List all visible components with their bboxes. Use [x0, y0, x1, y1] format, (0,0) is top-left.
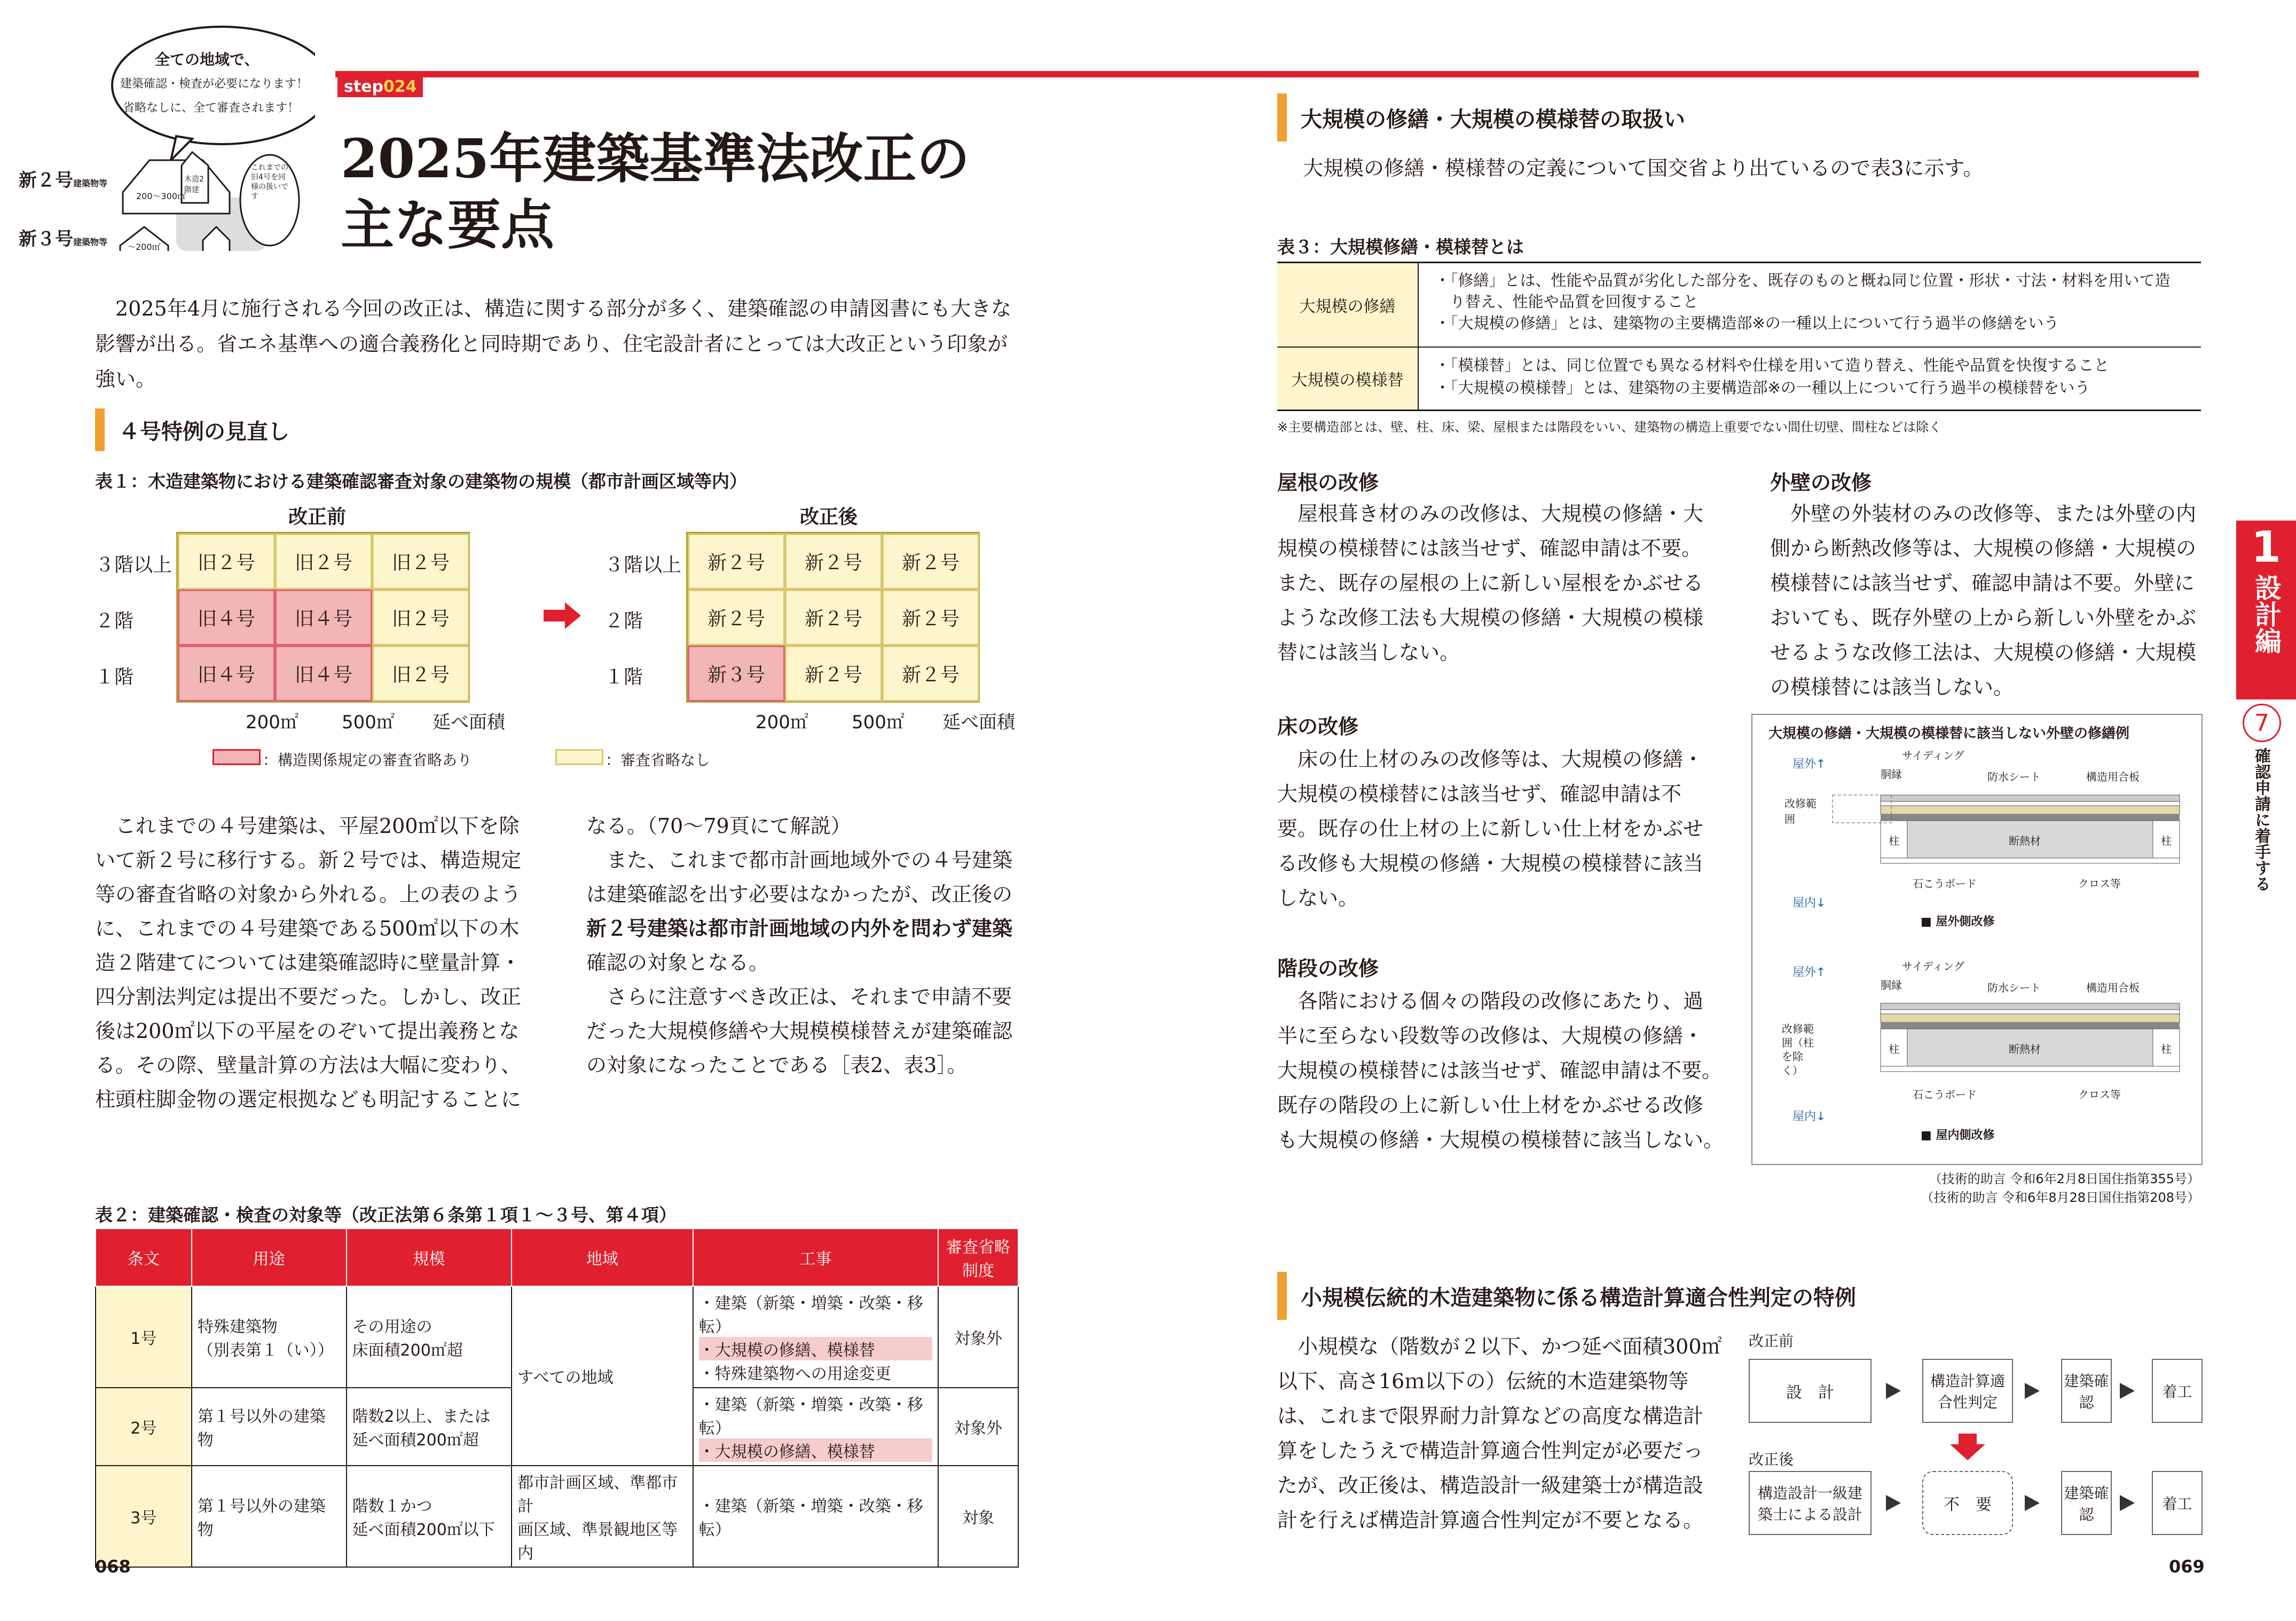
td-jo: 1号 — [96, 1286, 192, 1388]
yoto-line: 特殊建築物 — [197, 1318, 278, 1336]
cloth-label: クロス等 — [2078, 877, 2121, 890]
table3-row — [1277, 263, 2201, 348]
table3-content — [1419, 348, 2125, 410]
cell: 新２号 — [882, 589, 979, 646]
sec3-line: 計を行えば構造計算適合性判定が不要となる。 — [1277, 1508, 1704, 1532]
outside-label-2: 屋外↑ — [1792, 966, 1826, 979]
sec3-line: 算をしたうえで構造計算適合性判定が必要だっ — [1277, 1439, 1704, 1462]
ref-line: （技術的助言 令和6年2月8日国住指第355号） — [1929, 1171, 2200, 1186]
inside-label: 屋内↓ — [1792, 896, 1826, 910]
col1-line: 四分割法判定は提出不要だった。しかし、改正 — [95, 985, 522, 1009]
cell: 旧４号 — [178, 646, 275, 702]
table3-caption: 表３：大規模修繕・模様替とは — [1277, 237, 1524, 257]
col2-line: なる。（70〜79頁にて解説） — [586, 814, 851, 838]
section-heading-4go — [95, 408, 289, 451]
kibo-line: 階数１かつ — [352, 1497, 433, 1516]
siding-label-2: サイディング — [1902, 960, 1964, 973]
flow-arrows — [1746, 1329, 2205, 1543]
intro-line: 2025年4月に施行される今回の改正は、構造に関する部分が多く、建築確認の申請図書にも大きな — [115, 297, 1012, 320]
wall-line: せるような改修工法は、大規模の修繕・大規模 — [1770, 641, 2197, 664]
sekko-label-2: 石こうボード — [1913, 1088, 1977, 1101]
col2-line: だった大規模修繕や大規模模様替えが建築確認 — [586, 1019, 1013, 1043]
hashira-label-2: 柱 — [1889, 1043, 1899, 1056]
kibo-line: 階数2以上、または — [352, 1407, 491, 1426]
chiiki-line: 画区域、準景観地区等内 — [517, 1521, 678, 1563]
cartoon-line3: 省略なしに、全て審査されます！ — [123, 101, 300, 115]
chapter-circle: 7 — [2243, 704, 2281, 742]
new2-sub: 建築物等 — [73, 178, 108, 188]
wall-line: 側から断熱改修等は、大規模の修繕・大規模の — [1770, 537, 2197, 560]
cartoon-line1: 全ての地域で、 — [155, 51, 260, 68]
legend-pink-swatch — [213, 749, 261, 765]
cell: 旧２号 — [372, 646, 469, 702]
yoto-line: 第１号以外の建築物 — [197, 1497, 326, 1539]
section-heading-dentou — [1277, 1272, 1856, 1320]
dannetsu-label-2: 断熱材 — [2009, 1043, 2041, 1056]
flow-box: 着工 — [2152, 1471, 2203, 1535]
td-seido: 対象 — [938, 1466, 1018, 1567]
section-heading-daikibo — [1277, 93, 1685, 141]
stair-line: 既存の階段の上に新しい仕上材をかぶせる改修 — [1277, 1093, 1704, 1117]
table3-label: 大規模の模様替 — [1277, 348, 1419, 410]
td-seido: 対象外 — [938, 1286, 1018, 1388]
sec3-line: 以下、高さ16ｍ以下の）伝統的木造建築物等 — [1277, 1370, 1689, 1393]
sekko-label: 石こうボード — [1913, 877, 1977, 890]
table1-caption: 表１：木造建築物における建築確認審査対象の建築物の規模（都市計画区域等内） — [95, 471, 747, 492]
cartoon-balloon: これまでの旧4号を同様の扱いです — [251, 163, 288, 201]
cell: 新２号 — [882, 646, 979, 702]
intro-line: 影響が出る。省エネ基準への適合義務化と同時期であり、住宅設計者にとっては大改正という印象が — [95, 332, 1008, 356]
kibo-line: 延べ面積200㎡以下 — [352, 1521, 495, 1539]
flow-box-unneeded: 不 要 — [1922, 1471, 2013, 1535]
t3-line: ・「模様替」とは、同じ位置でも異なる材料や仕様を用いて造り替え、性能や品質を快復すること — [1435, 356, 2110, 374]
col2-line: は建築確認を出す必要はなかったが、改正後の — [586, 883, 1013, 906]
flow-diagram — [1746, 1329, 2205, 1543]
floor-line: る改修も大規模の修繕・大規模の模様替に該当 — [1277, 852, 1704, 875]
cartoon-area2: 〜200㎡ — [127, 242, 161, 252]
body-column-1 — [95, 809, 533, 1116]
stair-body — [1277, 984, 1731, 1158]
table3-note: ※主要構造部とは、壁、柱、床、梁、屋根または階段をいい、建築物の構造上重要でない間仕切壁、間柱などは除く — [1277, 420, 1942, 435]
new3-sub: 建築物等 — [73, 237, 108, 247]
floor-title: 床の改修 — [1277, 715, 1359, 738]
kaishu-label: 改修範囲 — [1784, 797, 1817, 825]
td-chiiki: すべての地域 — [512, 1286, 693, 1466]
t3-line: り替え、性能や品質を回復すること — [1450, 293, 1699, 311]
gohan-label: 構造用合板 — [2086, 770, 2140, 783]
kaishu2-label: 改修範囲（柱を除く） — [1782, 1022, 1814, 1077]
stair-line: 大規模の模様替には該当せず、確認申請は不要。 — [1277, 1059, 1722, 1082]
bousui-label-2: 防水シート — [1987, 981, 2041, 994]
axis-200: 200㎡ — [246, 712, 298, 733]
col1-line: いて新２号に移行する。新２号では、構造規定 — [95, 848, 522, 872]
cell: 新２号 — [785, 533, 882, 589]
td-koji — [693, 1466, 938, 1567]
flow-box: 建築確認 — [2061, 1359, 2112, 1423]
roof-line: 替には該当しない。 — [1277, 641, 1460, 664]
page-title — [341, 125, 970, 258]
col1-line: これまでの４号建築は、平屋200㎡以下を除 — [115, 814, 520, 838]
td-koji — [693, 1286, 938, 1388]
table1-before-grid — [176, 532, 470, 703]
t3-line: ・「大規模の修繕」とは、建築物の主要構造部※の一種以上について行う過半の修繕をいう — [1435, 314, 2059, 332]
td-jo: 3号 — [96, 1466, 192, 1567]
cartoon-new3 — [19, 224, 107, 250]
wall-title: 外壁の改修 — [1770, 471, 1872, 494]
table1-before-label: 改正前 — [288, 506, 347, 528]
table-row — [96, 1286, 1018, 1388]
col2-line: また、これまで都市計画地域外での４号建築 — [607, 848, 1013, 872]
stair-line: 各階における個々の階段の改修にあたり、過 — [1298, 989, 1704, 1013]
table-row — [96, 1466, 1018, 1567]
stair-line: 半に至らない段数等の改修は、大規模の修繕・ — [1277, 1024, 1704, 1048]
koji-line: ・建築（新築・増築・改築・移転） — [698, 1396, 923, 1438]
dannetsu-label: 断熱材 — [2009, 835, 2041, 847]
cartoon-new2 — [19, 166, 107, 192]
kibo-line: 延べ面積200㎡超 — [352, 1431, 479, 1450]
cartoon-line2: 建築確認・検査が必要になります！ — [120, 77, 309, 91]
th-jo: 条文 — [96, 1229, 192, 1286]
table1-after-grid — [686, 532, 980, 703]
stair-line: も大規模の修繕・大規模の模様替に該当しない。 — [1277, 1128, 1724, 1152]
row-label-3f: ３階以上 — [95, 554, 172, 576]
col1-line: 柱頭柱脚金物の選定根拠なども明記することに — [95, 1088, 522, 1111]
flow-box: 建築確認 — [2061, 1471, 2112, 1535]
col2-line: さらに注意すべき改正は、それまで申請不要 — [607, 985, 1012, 1009]
page-number-left: 068 — [95, 1556, 131, 1577]
cell: 新２号 — [688, 533, 785, 589]
side-label: 設計編 — [2251, 574, 2282, 654]
page-number-right: 069 — [2169, 1556, 2205, 1577]
th-yoto: 用途 — [192, 1229, 347, 1286]
kibo-line: その用途の — [352, 1318, 433, 1336]
sec3-line: 小規模な（階数が２以下、かつ延べ面積300㎡ — [1298, 1335, 1722, 1358]
t3-line: ・「修繕」とは、性能や品質が劣化した部分を、既存のものと概ね同じ位置・形状・寸法・材料を用いて造 — [1435, 271, 2171, 289]
roof-line: ような改修工法も大規模の修繕・大規模の模様 — [1277, 606, 1704, 629]
td-yoto — [192, 1388, 347, 1466]
cloth-label-2: クロス等 — [2078, 1088, 2121, 1101]
th-koji: 工事 — [693, 1229, 938, 1286]
title-line2: 主な要点 — [341, 193, 554, 256]
koji-line: ・特殊建築物への用途変更 — [698, 1365, 891, 1383]
cell: 旧４号 — [178, 589, 275, 646]
wall-line: 模様替には該当せず、確認申請は不要。外壁に — [1770, 571, 2195, 595]
floor-body — [1277, 742, 1731, 916]
th-kibo: 規模 — [347, 1229, 512, 1286]
sec3-body — [1277, 1329, 1731, 1538]
heading-text: ４号特例の見直し — [119, 419, 289, 444]
th-seido: 審査省略制度 — [938, 1229, 1018, 1286]
outside-label: 屋外↑ — [1792, 758, 1826, 771]
stair-title: 階段の改修 — [1277, 957, 1379, 980]
title-line1: 2025年建築基準法改正の — [341, 127, 970, 190]
flow-box: 着工 — [2152, 1359, 2203, 1423]
arrow-right-icon — [544, 602, 581, 631]
legend-yellow-label: ：審査省略なし — [606, 751, 711, 769]
td-chiiki — [512, 1466, 693, 1567]
inside-label-2: 屋内↓ — [1792, 1110, 1826, 1123]
axis-500-after: 500㎡ — [852, 712, 905, 733]
figure-refs — [1880, 1168, 2200, 1206]
sec2-text: 大規模の修繕・模様替の定義について国交省より出ているので表3に示す。 — [1303, 156, 1984, 180]
yoto-line: （別表第１（い）） — [197, 1341, 334, 1360]
koji-line: ・建築（新築・増築・改築・移転） — [698, 1497, 923, 1539]
wall-body — [1770, 497, 2208, 705]
row-label-2f-after: ２階 — [604, 610, 643, 632]
col2-line: 確認の対象となる。 — [586, 951, 769, 974]
table3-label: 大規模の修繕 — [1277, 263, 1419, 347]
sec3-line: は、これまで限界耐力計算などの高度な構造計 — [1277, 1404, 1704, 1428]
cell: 新３号 — [688, 646, 785, 702]
td-yoto — [192, 1286, 347, 1388]
col2-line: 新２号建築は都市計画地域の内外を問わず建築 — [586, 916, 1013, 940]
chiiki-line: 都市計画区域、準都市計 — [517, 1474, 678, 1516]
cartoon-area1: 200〜300㎡ — [136, 191, 186, 201]
cell: 新２号 — [785, 589, 882, 646]
new2-label: 新２号 — [19, 170, 73, 191]
dobuchi-label: 胴縁 — [1881, 768, 1902, 781]
wall-figure — [1751, 714, 2203, 1165]
axis-500: 500㎡ — [342, 712, 395, 733]
floor-line: 床の仕上材のみの改修等は、大規模の修繕・ — [1298, 747, 1704, 771]
cell: 新２号 — [688, 589, 785, 646]
legend-pink-label: ：構造関係規定の審査省略あり — [263, 751, 473, 769]
td-kibo — [347, 1388, 512, 1466]
hashira-label-3: 柱 — [2161, 1043, 2172, 1056]
step-prefix: step — [344, 77, 384, 96]
wall-line: の模様替には該当しない。 — [1770, 675, 2014, 699]
cell: 旧４号 — [275, 646, 372, 702]
floor-line: 大規模の模様替には該当せず、確認申請は不 — [1277, 782, 1681, 806]
body-column-2 — [586, 809, 1024, 1082]
flow-box: 構造計算適合性判定 — [1922, 1359, 2013, 1423]
koji-line: ・建築（新築・増築・改築・移転） — [698, 1294, 923, 1336]
row-label-3f-after: ３階以上 — [604, 554, 682, 576]
table3-row — [1277, 348, 2201, 410]
hashira-label: 柱 — [2161, 835, 2172, 847]
gohan-label-2: 構造用合板 — [2086, 981, 2140, 994]
heading-bar — [95, 408, 105, 451]
td-yoto — [192, 1466, 347, 1567]
row-label-1f-after: １階 — [604, 666, 643, 688]
ref-line: （技術的助言 令和6年8月28日国住指第208号） — [1921, 1190, 2200, 1205]
td-kibo — [347, 1286, 512, 1388]
flow-box: 設 計 — [1749, 1359, 1872, 1423]
bousui-label: 防水シート — [1987, 770, 2041, 783]
cell: 旧２号 — [275, 533, 372, 589]
intro-line: 強い。 — [95, 367, 156, 391]
t3-line: ・「大規模の模様替」とは、建築物の主要構造部※の一種以上について行う過半の模様替をいう — [1435, 379, 2090, 397]
roof-line: 屋根葺き材のみの改修は、大規模の修繕・大 — [1298, 502, 1704, 525]
col1-line: に、これまでの４号建築である500㎡以下の木 — [95, 917, 520, 940]
table3-content — [1419, 263, 2187, 347]
flow-after-label: 改正後 — [1749, 1451, 1794, 1468]
chapter-label: 確認申請に着手する — [2252, 747, 2270, 892]
table2 — [95, 1228, 1019, 1568]
flow-before-label: 改正前 — [1749, 1332, 1794, 1350]
table1-after-label: 改正後 — [800, 506, 858, 528]
col1-line: る。その際、壁量計算の方法は大幅に変わり、 — [95, 1053, 522, 1077]
yoto-line: 第１号以外の建築物 — [197, 1407, 326, 1450]
caption-outside: ■ 屋外側改修 — [1921, 915, 1995, 928]
hashira-label: 柱 — [1889, 835, 1899, 847]
legend-yellow-swatch — [555, 749, 603, 765]
caption-inside: ■ 屋内側改修 — [1921, 1129, 1995, 1142]
new3-label: 新３号 — [19, 229, 73, 250]
side-num: 1 — [2251, 522, 2281, 572]
floor-line: しない。 — [1277, 886, 1359, 910]
cell: 新２号 — [785, 646, 882, 702]
floor-line: 要。既存の仕上材の上に新しい仕上材をかぶせ — [1277, 817, 1704, 840]
wall-line: おいても、既存外壁の上から新しい外壁をかぶ — [1770, 606, 2197, 629]
roof-title: 屋根の改修 — [1277, 471, 1379, 494]
heading-text: 小規模伝統的木造建築物に係る構造計算適合性判定の特例 — [1301, 1285, 1856, 1310]
cartoon-wood: 木造2階建 — [184, 175, 204, 194]
header-rule — [335, 71, 2199, 77]
cell: 旧２号 — [178, 533, 275, 589]
heading-text: 大規模の修繕・大規模の模様替の取扱い — [1301, 107, 1685, 132]
roof-line: 規模の模様替には該当せず、確認申請は不要。 — [1277, 537, 1702, 560]
roof-body — [1277, 497, 1731, 670]
heading-bar — [1277, 93, 1287, 141]
step-badge — [337, 76, 423, 97]
col1-line: 造２階建てについては建築確認時に壁量計算・ — [95, 951, 521, 974]
col2-line: の対象になったことである［表2、表3］。 — [586, 1053, 968, 1077]
td-jo: 2号 — [96, 1388, 192, 1466]
col1-line: 等の審査省略の対象から外れる。上の表のよう — [95, 883, 522, 906]
koji-line: ・大規模の修繕、模様替 — [699, 1438, 932, 1462]
wall-line: 外壁の外装材のみの改修等、または外壁の内 — [1790, 502, 2197, 525]
roof-line: また、既存の屋根の上に新しい屋根をかぶせる — [1277, 571, 1704, 595]
figure-title: 大規模の修繕・大規模の模様替に該当しない外壁の修繕例 — [1768, 726, 2130, 742]
sec3-line: たが、改正後は、構造設計一級建築士が構造設 — [1277, 1474, 1704, 1497]
axis-label-after: 延べ面積 — [942, 712, 1015, 733]
cartoon-illustration — [16, 21, 315, 251]
heading-bar — [1277, 1272, 1287, 1320]
cell: 旧２号 — [372, 533, 469, 589]
td-seido: 対象外 — [938, 1388, 1018, 1466]
row-label-2f: ２階 — [95, 610, 134, 632]
cell: 新２号 — [882, 533, 979, 589]
row-label-1f: １階 — [95, 666, 134, 688]
axis-label: 延べ面積 — [433, 712, 505, 733]
axis-200-after: 200㎡ — [756, 712, 808, 733]
table2-caption: 表２：建築確認・検査の対象等（改正法第６条第１項１〜３号、第４項） — [95, 1205, 677, 1225]
table3 — [1277, 262, 2201, 411]
koji-line: ・大規模の修繕、模様替 — [699, 1337, 932, 1360]
step-number: 024 — [383, 77, 417, 96]
col1-line: 後は200㎡以下の平屋をのぞいて提出義務とな — [95, 1019, 520, 1043]
cell: 旧２号 — [372, 589, 469, 646]
th-chiiki: 地域 — [512, 1229, 693, 1286]
intro-paragraph — [95, 291, 1024, 397]
td-koji — [693, 1388, 938, 1466]
flow-box: 構造設計一級建築士による設計 — [1749, 1471, 1872, 1535]
cell: 旧４号 — [275, 589, 372, 646]
td-kibo — [347, 1466, 512, 1567]
siding-label: サイディング — [1902, 749, 1964, 762]
kibo-line: 床面積200㎡超 — [352, 1341, 463, 1360]
dobuchi-label-2: 胴縁 — [1881, 979, 1902, 992]
side-index-tab[interactable] — [2236, 521, 2296, 699]
